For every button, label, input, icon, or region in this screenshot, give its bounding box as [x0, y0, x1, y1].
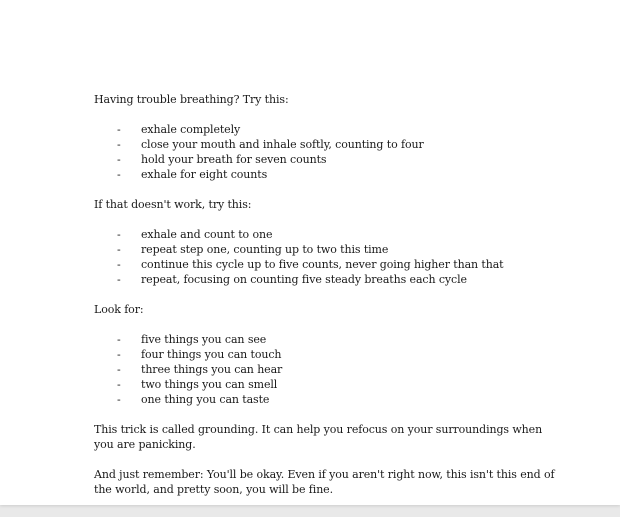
list-item: - exhale completely [117, 123, 241, 136]
list-item: - exhale and count to one [117, 228, 273, 241]
list-item: - five things you can see [117, 333, 267, 346]
list-item: - hold your breath for seven counts [117, 153, 327, 166]
list-item: - repeat step one, counting up to two this time [117, 243, 389, 256]
spacer [94, 182, 564, 197]
list-item: - three things you can hear [117, 363, 283, 376]
spacer [94, 317, 564, 332]
spacer [94, 287, 564, 302]
spacer [94, 107, 564, 122]
intro-alternative: If that doesn't work, try this: [94, 198, 252, 211]
bullet-dash: - [117, 123, 121, 136]
bullet-dash: - [117, 378, 121, 391]
bullet-dash: - [117, 393, 121, 406]
list-item: - two things you can smell [117, 378, 278, 391]
list-item: - four things you can touch [117, 348, 282, 361]
intro-breathing: Having trouble breathing? Try this: [94, 93, 289, 106]
list-item: - repeat, focusing on counting five steady breaths each cycle [117, 273, 467, 286]
document-body [94, 92, 564, 497]
spacer [94, 407, 564, 422]
spacer [94, 212, 564, 227]
spacer [94, 452, 564, 467]
bullet-dash: - [117, 333, 121, 346]
bullet-dash: - [117, 138, 121, 151]
bullet-dash: - [117, 273, 121, 286]
counting-steps-list [94, 227, 564, 287]
closing-reassurance: And just remember: You'll be okay. Even if you aren't right now, this isn't this end of the world, and pretty soon, you will be fine. [94, 468, 555, 496]
bullet-dash: - [117, 153, 121, 166]
bullet-dash: - [117, 363, 121, 376]
bullet-dash: - [117, 348, 121, 361]
bullet-dash: - [117, 258, 121, 271]
bullet-dash: - [117, 168, 121, 181]
list-item: - one thing you can taste [117, 393, 270, 406]
list-item: - exhale for eight counts [117, 168, 268, 181]
breathing-steps-list [94, 122, 564, 182]
grounding-explanation: This trick is called grounding. It can help you refocus on your surroundings when you are panicking. [94, 423, 543, 451]
intro-look-for: Look for: [94, 303, 144, 316]
grounding-senses-list [94, 332, 564, 407]
bullet-dash: - [117, 228, 121, 241]
bullet-dash: - [117, 243, 121, 256]
list-item: - close your mouth and inhale softly, counting to four [117, 138, 424, 151]
list-item: - continue this cycle up to five counts, never going higher than that [117, 258, 504, 271]
